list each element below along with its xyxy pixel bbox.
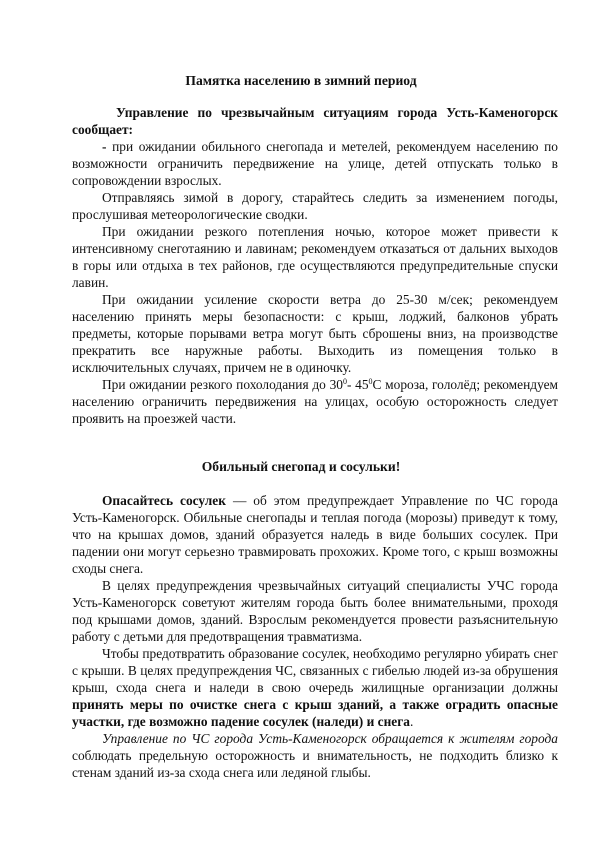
paragraph-appeal (72, 730, 558, 781)
paragraph-cold (72, 376, 558, 427)
paragraph-weather-forecast: Отправляясь зимой в дорогу, старайтесь следить за изменением погоды, прослушивая метеорологические сводки. (72, 190, 558, 222)
paragraph-warming: При ожидании резкого потепления ночью, которое может привести к интенсивному снеготаянию и лавинам; рекомендуем отказаться от дальних выходов в горы или отдыха в тех районов, где осуществляются предупредительные спуски лавин. (72, 224, 558, 290)
beware-icicles-text: — об этом предупреждает Управление по ЧС города Усть-Каменогорск. Обильные снегопады и теплая погода (морозы) приведут к тому, что на крышах домов, зданий образуется наледь в виде больших сосулек. При падении они могут серьезно травмировать прохожих. Кроме того, с крыш возможны сходы снега. (72, 493, 558, 576)
bullet-dash: - (102, 139, 107, 154)
roof-cleaning-bold: принять меры по очистке снега с крыш зданий, а также оградить опасные участки, где возможно падение сосулек (наледи) и снега (72, 697, 558, 729)
paragraph-snowfall (72, 138, 558, 189)
cold-text-3: С мороза, гололёд; рекомендуем населению ограничить передвижения на улицах, особую осторожность следует проявить на проезжей части. (72, 377, 559, 426)
beware-icicles-bold: Опасайтесь сосулек (102, 493, 226, 508)
cold-text-2: - 45 (346, 377, 369, 392)
cold-text-1: При ожидании резкого похолодания до 30 (102, 377, 343, 392)
paragraph-wind: При ожидании усиление скорости ветра до 25-30 м/сек; рекомендуем населению принять меры безопасности: с крыш, лоджий, балконов убрать предметы, которые порывами ветра могут быть сброшены вниз, на производстве прекратить все наружные работы. Выходить из помещения только в исключительных случаях, причем не в одиночку. (72, 292, 558, 375)
appeal-italic: Управление по ЧС города Усть-Каменогорск обращается к жителям города (102, 731, 558, 746)
degree-sup-1: 0 (342, 377, 347, 386)
paragraph-beware-icicles (72, 492, 558, 577)
roof-cleaning-end: . (410, 714, 414, 729)
bullet-text: при ожидании обильного снегопада и метелей, рекомендуем населению по возможности ограничить передвижение на улице, детей отпускать только в сопровождении взрослых. (72, 139, 559, 188)
degree-sup-2: 0 (368, 377, 373, 386)
section-icicles (72, 492, 558, 781)
appeal-text: соблюдать предельную осторожность и внимательность, не подходить близко к стенам зданий из-за схода снега или ледяной глыбы. (72, 748, 558, 780)
org-heading: Управление по чрезвычайным ситуациям города Усть-Каменогорск сообщает: (72, 105, 558, 137)
document-title: Памятка населению в зимний период (185, 73, 417, 88)
section-general-warnings (72, 104, 558, 427)
paragraph-roof-cleaning (72, 645, 558, 730)
roof-cleaning-text: Чтобы предотвратить образование сосулек, необходимо регулярно убирать снег с крыши. В целях предупреждения ЧС, связанных с гибелью людей из-за обрушения крыш, схода снега и наледи в свою очередь жилищные организации должны (72, 646, 558, 695)
paragraph-specialists-advice: В целях предупреждения чрезвычайных ситуаций специалисты УЧС города Усть-Каменогорск советуют жителям города быть более внимательными, проходя под крышами домов, зданий. Взрослым рекомендуется провести разъяснительную работу с детьми для предотвращения травматизма. (72, 578, 558, 644)
section-heading-icicles: Обильный снегопад и сосульки! (201, 459, 401, 474)
